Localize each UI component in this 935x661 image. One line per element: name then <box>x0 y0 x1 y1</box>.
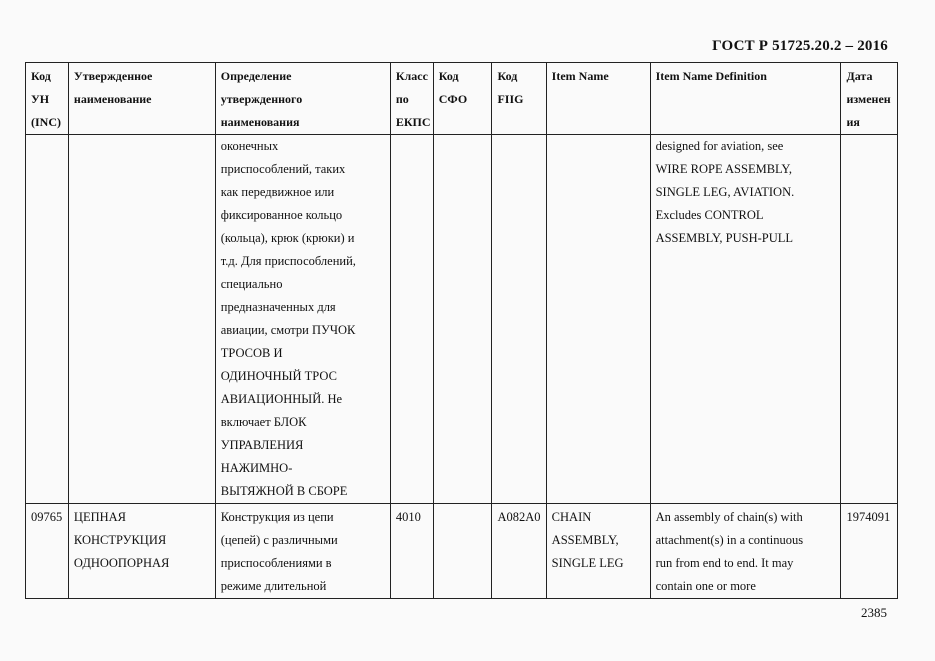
cell-item-name-definition: designed for aviation, see WIRE ROPE ASSEMBLY, SINGLE LEG, AVIATION. Excludes CONTROL ASSEMBLY, PUSH-PULL <box>650 135 841 504</box>
column-header-approved-name: Утвержденное наименование <box>68 63 215 135</box>
column-header-item-name: Item Name <box>546 63 650 135</box>
catalog-table <box>25 62 898 599</box>
column-header-ekps-class: Класс по ЕКПС <box>390 63 433 135</box>
cell-ekps-class: 4010 <box>390 504 433 599</box>
cell-sfo-code <box>433 504 492 599</box>
column-header-date: Дата изменен ия <box>841 63 898 135</box>
table-row <box>26 135 898 504</box>
cell-definition: Конструкция из цепи (цепей) с различными приспособлениями в режиме длительной <box>215 504 390 599</box>
cell-sfo-code <box>433 135 492 504</box>
column-header-item-name-definition: Item Name Definition <box>650 63 841 135</box>
cell-definition: оконечных приспособлений, таких как передвижное или фиксированное кольцо (кольца), крюк (крюки) и т.д. Для приспособлений, специально предназначенных для авиации, смотри ПУЧОК ТРОСОВ И ОДИНОЧНЫЙ ТРОС АВИАЦИОННЫЙ. Не включает БЛОК УПРАВЛЕНИЯ НАЖИМНО- ВЫТЯЖНОЙ В СБОРЕ <box>215 135 390 504</box>
column-header-fiig-code: Код FIIG <box>492 63 546 135</box>
cell-fiig-code: A082A0 <box>492 504 546 599</box>
document-code: ГОСТ Р 51725.20.2 – 2016 <box>712 38 888 54</box>
cell-fiig-code <box>492 135 546 504</box>
page-number: 2385 <box>861 605 887 620</box>
cell-date <box>841 135 898 504</box>
table-header-row <box>26 63 898 135</box>
cell-inc <box>26 135 69 504</box>
cell-ekps-class <box>390 135 433 504</box>
cell-approved-name <box>68 135 215 504</box>
column-header-sfo-code: Код СФО <box>433 63 492 135</box>
cell-date: 1974091 <box>841 504 898 599</box>
cell-item-name-definition: An assembly of chain(s) with attachment(s) in a continuous run from end to end. It may contain one or more <box>650 504 841 599</box>
cell-inc: 09765 <box>26 504 69 599</box>
column-header-definition: Определение утвержденного наименования <box>215 63 390 135</box>
cell-item-name <box>546 135 650 504</box>
cell-approved-name: ЦЕПНАЯ КОНСТРУКЦИЯ ОДНООПОРНАЯ <box>68 504 215 599</box>
column-header-inc: Код УН (INC) <box>26 63 69 135</box>
cell-item-name: CHAIN ASSEMBLY, SINGLE LEG <box>546 504 650 599</box>
table-row <box>26 504 898 599</box>
